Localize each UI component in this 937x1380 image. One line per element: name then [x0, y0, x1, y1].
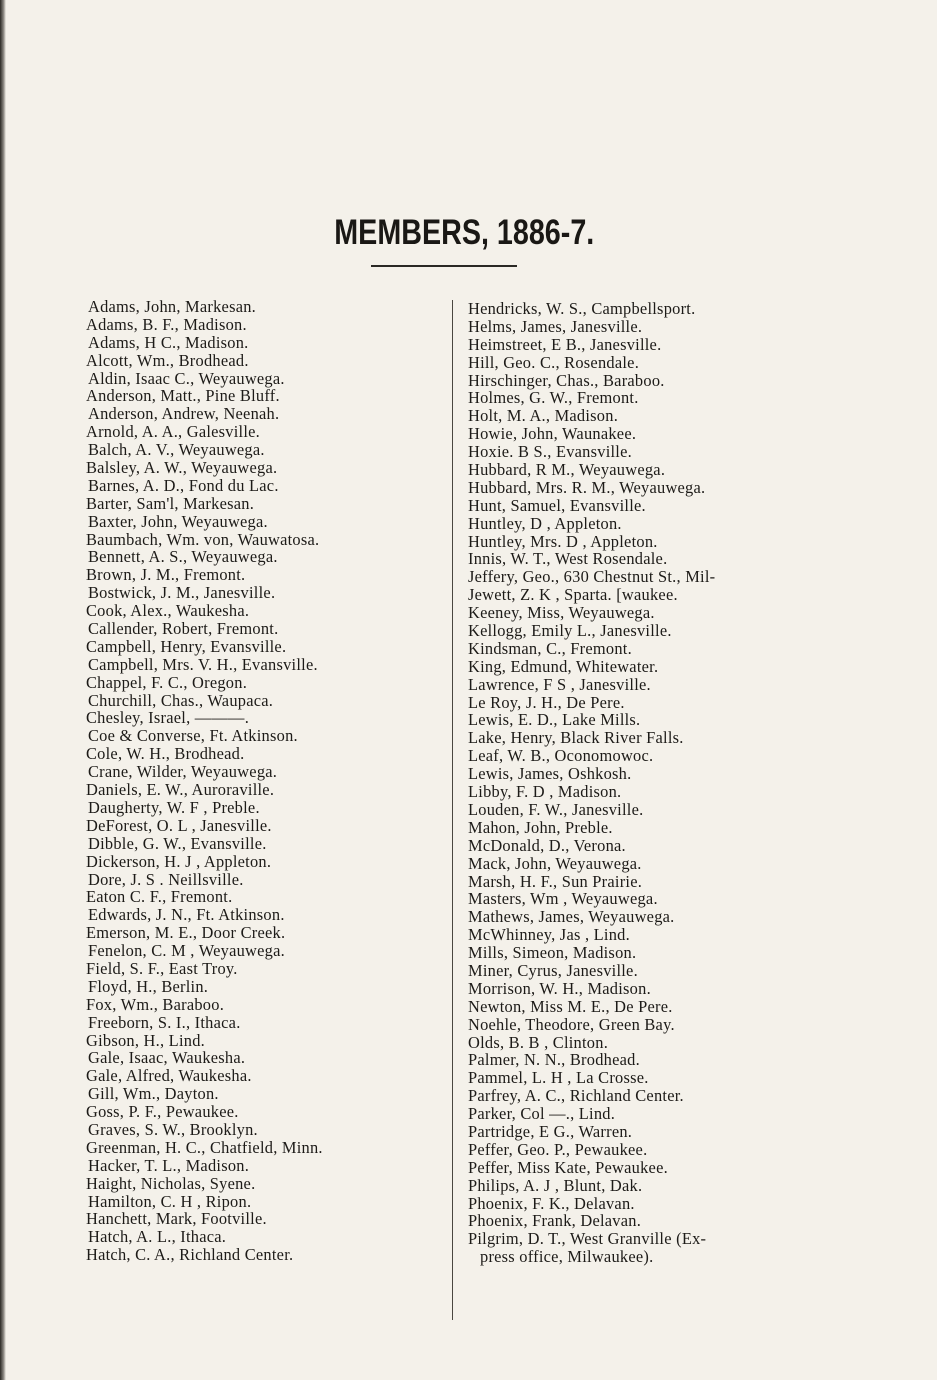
member-entry: Baxter, John, Weyauwega.: [88, 511, 268, 531]
member-entry: Daniels, E. W., Auroraville.: [86, 780, 275, 800]
member-entry: Adams, H C., Madison.: [88, 332, 249, 352]
member-entry: Anderson, Andrew, Neenah.: [88, 404, 280, 424]
member-entry: Lewis, E. D., Lake Mills.: [468, 710, 641, 730]
member-entry: Hacker, T. L., Madison.: [88, 1155, 250, 1175]
member-entry: Emerson, M. E., Door Creek.: [86, 923, 286, 943]
member-entry: press office, Milwaukee).: [480, 1247, 654, 1267]
member-entry: Barter, Sam'l, Markesan.: [86, 493, 255, 513]
member-entry: Hanchett, Mark, Footville.: [86, 1209, 267, 1229]
member-entry: Dickerson, H. J , Appleton.: [86, 851, 272, 871]
column-divider: [452, 300, 453, 1320]
member-entry: Pammel, L. H , La Crosse.: [468, 1068, 649, 1088]
member-entry: Campbell, Mrs. V. H., Evansville.: [88, 654, 318, 674]
member-entry: Freeborn, S. I., Ithaca.: [88, 1012, 241, 1032]
member-entry: Chappel, F. C., Oregon.: [86, 672, 248, 692]
member-entry: Hill, Geo. C., Rosendale.: [468, 352, 640, 372]
member-entry: Hirschinger, Chas., Baraboo.: [468, 370, 665, 390]
member-entry: Jeffery, Geo., 630 Chestnut St., Mil-: [468, 567, 716, 587]
member-entry: Heimstreet, E B., Janesville.: [468, 334, 662, 354]
member-entry: King, Edmund, Whitewater.: [468, 656, 659, 676]
member-entry: Cook, Alex., Waukesha.: [86, 601, 250, 621]
member-entry: Hatch, C. A., Richland Center.: [86, 1245, 294, 1265]
member-entry: Balch, A. V., Weyauwega.: [88, 440, 265, 460]
member-entry: Fox, Wm., Baraboo.: [86, 994, 225, 1014]
member-entry: Masters, Wm , Weyauwega.: [468, 889, 658, 909]
member-entry: Greenman, H. C., Chatfield, Minn.: [86, 1137, 323, 1157]
member-entry: Holt, M. A., Madison.: [468, 406, 619, 426]
member-entry: DeForest, O. L , Janesville.: [86, 815, 272, 835]
member-entry: Cole, W. H., Brodhead.: [86, 744, 245, 764]
member-entry: Barnes, A. D., Fond du Lac.: [88, 475, 279, 495]
member-entry: Hunt, Samuel, Evansville.: [468, 495, 646, 515]
member-entry: Callender, Robert, Fremont.: [88, 619, 279, 639]
member-entry: Fenelon, C. M , Weyauwega.: [88, 941, 285, 961]
member-entry: Louden, F. W., Janesville.: [468, 799, 644, 819]
member-entry: Phoenix, F. K., Delavan.: [468, 1193, 635, 1213]
member-entry: Adams, John, Markesan.: [88, 297, 257, 316]
member-entry: Le Roy, J. H., De Pere.: [468, 692, 625, 712]
member-entry: Huntley, D , Appleton.: [468, 513, 622, 533]
member-entry: Huntley, Mrs. D , Appleton.: [468, 531, 658, 551]
member-entry: Mahon, John, Preble.: [468, 817, 613, 837]
member-entry: Mills, Simeon, Madison.: [468, 943, 637, 963]
members-list-left: [80, 298, 430, 1264]
member-entry: Field, S. F., East Troy.: [86, 958, 238, 978]
member-entry: Balsley, A. W., Weyauwega.: [86, 458, 278, 478]
member-entry: Pilgrim, D. T., West Granville (Ex-: [468, 1229, 707, 1249]
member-entry: Anderson, Matt., Pine Bluff.: [86, 386, 280, 406]
member-entry: Olds, B. B , Clinton.: [468, 1032, 609, 1052]
member-entry: Kindsman, C., Fremont.: [468, 638, 632, 658]
member-entry: Parfrey, A. C., Richland Center.: [468, 1086, 684, 1106]
members-list-right: [462, 300, 802, 1266]
member-entry: Eaton C. F., Fremont.: [86, 887, 233, 907]
member-entry: Jewett, Z. K , Sparta. [waukee.: [468, 585, 678, 605]
member-entry: Parker, Col —., Lind.: [468, 1104, 616, 1124]
member-entry: Alcott, Wm., Brodhead.: [86, 350, 249, 370]
member-entry: Haight, Nicholas, Syene.: [86, 1173, 256, 1193]
member-entry: Dore, J. S . Neillsville.: [88, 869, 244, 889]
member-entry: Hamilton, C. H , Ripon.: [88, 1191, 252, 1211]
member-entry: Peffer, Miss Kate, Pewaukee.: [468, 1157, 668, 1177]
member-entry: Adams, B. F., Madison.: [86, 314, 247, 334]
member-entry: Hoxie. B S., Evansville.: [468, 442, 632, 462]
member-entry: Partridge, E G., Warren.: [468, 1121, 633, 1141]
member-entry: Brown, J. M., Fremont.: [86, 565, 246, 585]
member-entry: Bennett, A. S., Weyauwega.: [88, 547, 278, 567]
member-entry: Mathews, James, Weyauwega.: [468, 907, 675, 927]
member-entry: Lewis, James, Oshkosh.: [468, 764, 632, 784]
member-entry: Holmes, G. W., Fremont.: [468, 388, 639, 408]
member-entry: Hatch, A. L., Ithaca.: [88, 1227, 227, 1247]
member-entry: Peffer, Geo. P., Pewaukee.: [468, 1139, 648, 1159]
member-entry: Keeney, Miss, Weyauwega.: [468, 603, 655, 623]
member-entry: Graves, S. W., Brooklyn.: [88, 1119, 258, 1139]
member-entry: Hubbard, R M., Weyauwega.: [468, 460, 666, 480]
title-rule: [371, 265, 517, 267]
member-entry: Gibson, H., Lind.: [86, 1030, 205, 1050]
member-entry: Chesley, Israel, ———.: [86, 708, 250, 728]
member-entry: Leaf, W. B., Oconomowoc.: [468, 746, 654, 766]
member-entry: Lawrence, F S , Janesville.: [468, 674, 651, 694]
member-entry: Aldin, Isaac C., Weyauwega.: [88, 368, 285, 388]
member-entry: Gill, Wm., Dayton.: [88, 1084, 219, 1104]
member-entry: McWhinney, Jas , Lind.: [468, 925, 630, 945]
member-entry: Noehle, Theodore, Green Bay.: [468, 1014, 675, 1034]
member-entry: Philips, A. J , Blunt, Dak.: [468, 1175, 643, 1195]
member-entry: Arnold, A. A., Galesville.: [86, 422, 261, 442]
member-entry: Hendricks, W. S., Campbellsport.: [468, 299, 696, 318]
member-entry: Goss, P. F., Pewaukee.: [86, 1102, 239, 1122]
member-entry: Churchill, Chas., Waupaca.: [88, 690, 274, 710]
member-entry: Edwards, J. N., Ft. Atkinson.: [88, 905, 285, 925]
member-entry: Newton, Miss M. E., De Pere.: [468, 996, 673, 1016]
member-entry: Palmer, N. N., Brodhead.: [468, 1050, 640, 1070]
member-entry: Crane, Wilder, Weyauwega.: [88, 762, 278, 782]
member-entry: Bostwick, J. M., Janesville.: [88, 583, 276, 603]
member-entry: Gale, Isaac, Waukesha.: [88, 1048, 246, 1068]
member-entry: Coe & Converse, Ft. Atkinson.: [88, 726, 298, 746]
member-entry: Phoenix, Frank, Delavan.: [468, 1211, 642, 1231]
member-entry: Floyd, H., Berlin.: [88, 976, 209, 996]
member-entry: McDonald, D., Verona.: [468, 835, 626, 855]
member-entry: Innis, W. T., West Rosendale.: [468, 549, 668, 569]
member-entry: Mack, John, Weyauwega.: [468, 853, 642, 873]
member-entry: Libby, F. D , Madison.: [468, 782, 622, 802]
member-entry: Daugherty, W. F , Preble.: [88, 797, 260, 817]
member-entry: Marsh, H. F., Sun Prairie.: [468, 871, 643, 891]
member-entry: Baumbach, Wm. von, Wauwatosa.: [86, 529, 320, 549]
member-entry: Dibble, G. W., Evansville.: [88, 833, 267, 853]
member-entry: Lake, Henry, Black River Falls.: [468, 728, 684, 748]
member-entry: Miner, Cyrus, Janesville.: [468, 960, 638, 980]
member-entry: Hubbard, Mrs. R. M., Weyauwega.: [468, 477, 706, 497]
member-entry: Gale, Alfred, Waukesha.: [86, 1066, 252, 1086]
page-title: MEMBERS, 1886-7.: [334, 213, 595, 253]
member-entry: Helms, James, Janesville.: [468, 316, 643, 336]
page-binding-edge: [0, 0, 6, 1380]
member-entry: Campbell, Henry, Evansville.: [86, 636, 287, 656]
member-entry: Howie, John, Waunakee.: [468, 424, 637, 444]
member-entry: Kellogg, Emily L., Janesville.: [468, 621, 672, 641]
member-entry: Morrison, W. H., Madison.: [468, 978, 651, 998]
